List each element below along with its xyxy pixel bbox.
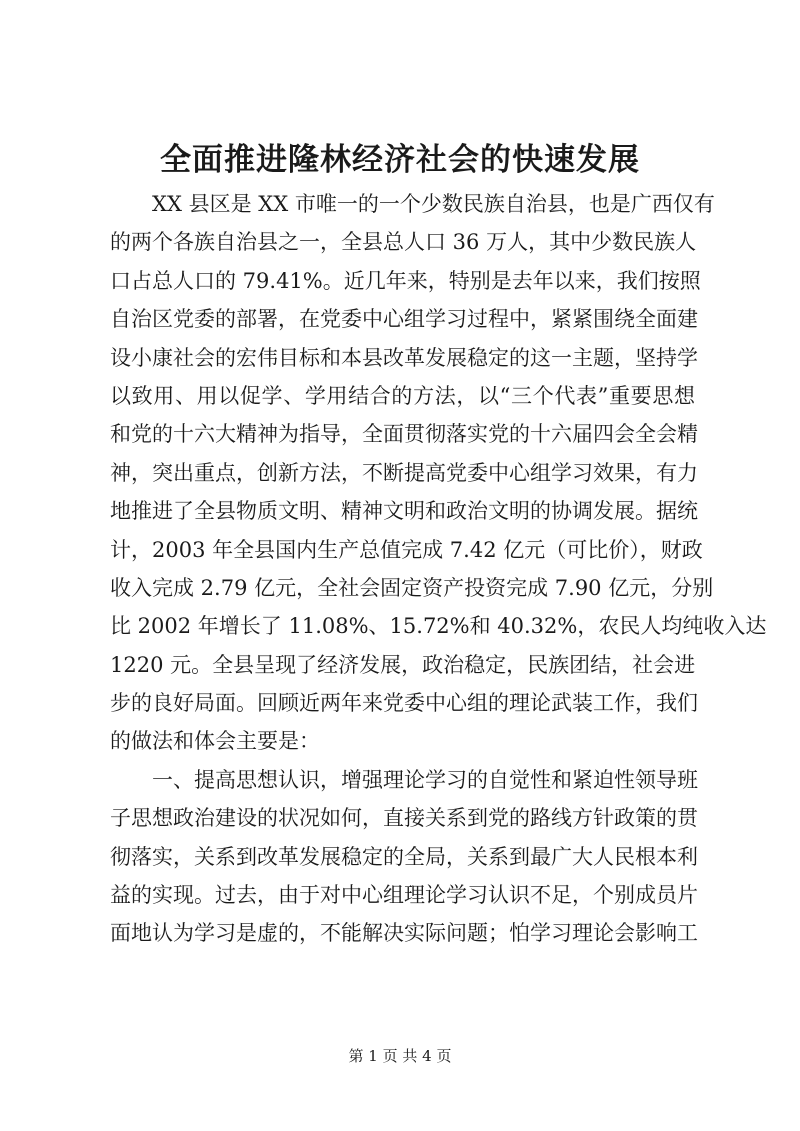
paragraph-line: 收入完成 2.79 亿元，全社会固定资产投资完成 7.90 亿元，分别 xyxy=(110,575,714,600)
paragraph-line: 计，2003 年全县国内生产总值完成 7.42 亿元（可比价），财政 xyxy=(110,537,703,562)
paragraph-line: 的两个各族自治县之一，全县总人口 36 万人，其中少数民族人 xyxy=(110,230,697,255)
document-title: 全面推进隆林经济社会的快速发展 xyxy=(160,142,640,178)
paragraph-line: 和党的十六大精神为指导，全面贯彻落实党的十六届四会全会精 xyxy=(110,422,698,447)
paragraph-line: 神，突出重点，创新方法，不断提高党委中心组学习效果，有力 xyxy=(110,460,698,485)
paragraph-line: XX 县区是 XX 市唯一的一个少数民族自治县，也是广西仅有 xyxy=(152,192,715,216)
paragraph-line: 1220 元。全县呈现了经济发展，政治稳定，民族团结，社会进 xyxy=(110,652,696,677)
paragraph-line: 子思想政治建设的状况如何，直接关系到党的路线方针政策的贯 xyxy=(110,806,698,831)
paragraph-line: 设小康社会的宏伟目标和本县改革发展稳定的这一主题，坚持学 xyxy=(110,345,698,370)
paragraph-line: 彻落实，关系到改革发展稳定的全局，关系到最广大人民根本利 xyxy=(110,844,698,869)
paragraph-line: 比 2002 年增长了 11.08%、15.72%和 40.32%，农民人均纯收入达 xyxy=(110,614,767,639)
page-footer: 第 1 页 共 4 页 xyxy=(348,1047,452,1065)
paragraph-line: 步的良好局面。回顾近两年来党委中心组的理论武装工作，我们 xyxy=(110,691,698,716)
paragraph-line: 地推进了全县物质文明、精神文明和政治文明的协调发展。据统 xyxy=(110,499,698,524)
document-body xyxy=(110,185,767,953)
paragraph-line: 以致用、用以促学、学用结合的方法，以“三个代表”重要思想 xyxy=(110,383,695,408)
paragraph-line: 益的实现。过去，由于对中心组理论学习认识不足，个别成员片 xyxy=(110,883,698,908)
paragraph-line: 面地认为学习是虚的，不能解决实际问题；怕学习理论会影响工 xyxy=(110,921,698,946)
paragraph-line: 一、提高思想认识，增强理论学习的自觉性和紧迫性领导班 xyxy=(152,767,698,792)
paragraph-line: 的做法和体会主要是： xyxy=(110,729,320,754)
paragraph-line: 口占总人口的 79.41%。近几年来，特别是去年以来，我们按照 xyxy=(110,268,701,293)
paragraph-line: 自治区党委的部署，在党委中心组学习过程中，紧紧围绕全面建 xyxy=(110,307,698,332)
